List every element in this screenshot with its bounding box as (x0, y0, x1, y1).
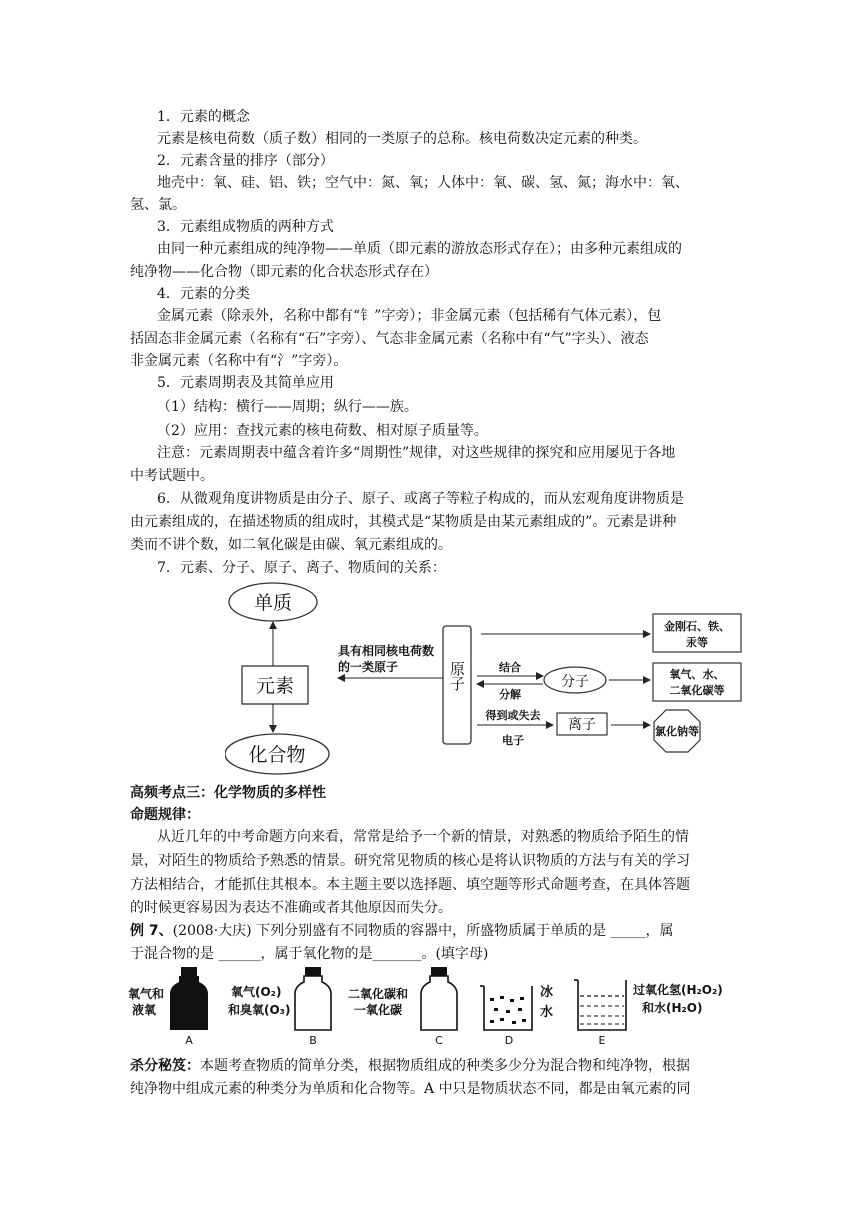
paragraph-line: 地壳中：氧、硅、铝、铁；空气中：氮、氧；人体中：氧、碳、氢、氮；海水中：氧、 (157, 175, 689, 191)
container-label: 二氧化碳和 (348, 987, 409, 1001)
container-label: 水 (540, 1005, 554, 1020)
answer-line: 纯净物中组成元素的种类分为单质和化合物等。A 中只是物质状态不同，都是由氧元素的同 (130, 1081, 691, 1097)
node-label: 离子 (568, 717, 596, 733)
section-title: 高频考点三：化学物质的多样性 (130, 785, 326, 801)
example-label: 汞等 (686, 636, 708, 649)
paragraph-line: 括固态非金属元素（名称有“石”字旁）、气态非金属元素（名称中有“气”字头）、液态 (130, 331, 649, 347)
arrow-label: 具有相同核电荷数 (338, 644, 435, 658)
paragraph-line: （1）结构：横行——周期；纵行——族。 (157, 399, 418, 415)
bottle-cap (305, 967, 321, 976)
section-heading: 7．元素、分子、原子、离子、物质间的关系： (157, 560, 446, 576)
paragraph-line: 注意：元素周期表中蕴含着许多“周期性”规律，对这些规律的探究和应用屡见于各地 (157, 445, 676, 461)
container-label: 一氧化碳 (354, 1003, 403, 1017)
paragraph-line: 6．从微观角度讲物质是由分子、原子、或离子等粒子构成的，而从宏观角度讲物质是 (157, 491, 684, 507)
arrow-label: 分解 (499, 688, 521, 701)
ice-pattern (490, 996, 526, 1024)
paragraph-line: 方法相结合，才能抓住其根本。本主题主要以选择题、填空题等形式命题考查，在具体答题 (130, 877, 690, 893)
paragraph-line: 氢、氯。 (130, 197, 186, 213)
paragraph-line: （2）应用：查找元素的核电荷数、相对原子质量等。 (157, 423, 488, 439)
container-label: 氧气和 (128, 987, 165, 1001)
beaker-d (484, 986, 532, 1030)
container-letter: B (309, 1034, 317, 1047)
node-label: 原子 (448, 661, 466, 691)
example-label: 氧气、水、 (669, 668, 725, 681)
section-heading: 4．元素的分类 (157, 286, 250, 302)
relationship-diagram (225, 580, 745, 780)
bottle-c (421, 976, 457, 1030)
paragraph-line: 由元素组成的，在描述物质的组成时，其模式是“某物质是由某元素组成的”。元素是讲种 (130, 514, 677, 530)
containers-figure (128, 966, 738, 1048)
container-label: 过氧化氢(H₂O₂) (633, 983, 723, 997)
container-label: 液氧 (132, 1003, 157, 1017)
paragraph-line: 景，对陌生的物质给予熟悉的情景。研究常见物质的核心是将认识物质的方法与有关的学习 (130, 853, 690, 869)
section-heading: 3．元素组成物质的两种方式 (157, 219, 334, 235)
node-label: 化合物 (248, 744, 306, 766)
bottle-cap (181, 967, 197, 976)
example-label: 例 7、 (130, 923, 173, 939)
paragraph-line: 中考试题中。 (130, 468, 214, 484)
example-label: 氯化钠等 (655, 725, 699, 738)
section-heading: 1．元素的概念 (157, 109, 250, 125)
bottle-a (170, 976, 208, 1030)
paragraph-line: 金属元素（除汞外，名称中都有“钅”字旁）；非金属元素（包括稀有气体元素），包 (157, 308, 662, 324)
container-label: 氧气(O₂) (231, 985, 282, 999)
paragraph-line: 由同一种元素组成的纯净物——单质（即元素的游放态形式存在）；由多种元素组成的 (157, 241, 682, 257)
example-line: 于混合物的是 ______，属于氧化物的是_______。(填字母) (130, 946, 489, 962)
example-label: 金刚石、铁、 (664, 620, 730, 633)
node-label: 元素 (255, 675, 295, 697)
arrow-label: 的一类原子 (338, 660, 399, 674)
section-heading: 5．元素周期表及其简单应用 (157, 375, 334, 391)
container-label: 和水(H₂O) (642, 1001, 703, 1015)
bottle-b (295, 976, 331, 1030)
paragraph-line: 的时候更容易因为表达不准确或者其他原因而失分。 (130, 900, 452, 916)
node-label: 单质 (253, 592, 293, 614)
arrow-label: 电子 (502, 734, 524, 747)
container-letter: E (598, 1034, 606, 1047)
beaker-e (578, 980, 626, 1030)
bottle-cap (431, 967, 447, 976)
container-letter: D (504, 1034, 514, 1047)
container-letter: A (185, 1034, 193, 1047)
example-text: (2008·大庆) 下列分别盛有不同物质的容器中，所盛物质属于单质的是 _____，属 (172, 923, 674, 939)
container-letter: C (435, 1034, 443, 1047)
section-heading: 2．元素含量的排序（部分） (157, 153, 334, 169)
paragraph-line: 从近几年的中考命题方向来看，常常是给予一个新的情景，对熟悉的物质给予陌生的情 (157, 829, 689, 845)
node-label: 分子 (561, 674, 589, 690)
example-label: 二氧化碳等 (669, 684, 725, 697)
container-label: 和臭氧(O₃) (228, 1003, 291, 1017)
container-label: 冰 (540, 985, 554, 1000)
example-line (130, 921, 674, 941)
paragraph-line: 类而不讲个数，如二氧化碳是由碳、氧元素组成的。 (130, 537, 452, 553)
answer-line (130, 1056, 690, 1076)
paragraph-line: 元素是核电荷数（质子数）相同的一类原子的总称。核电荷数决定元素的种类。 (157, 131, 647, 147)
arrow-label: 结合 (499, 661, 521, 674)
arrow-label: 得到或失去 (485, 709, 541, 722)
answer-text: 本题考查物质的简单分类，根据物质组成的种类多少分为混合物和纯净物，根据 (200, 1058, 690, 1074)
answer-label: 杀分秘笈： (130, 1058, 200, 1074)
paragraph-line: 纯净物——化合物（即元素的化合状态形式存在） (130, 264, 438, 280)
subsection-title: 命题规律： (130, 807, 200, 823)
paragraph-line: 非金属元素（名称中有“氵”字旁）。 (130, 353, 348, 369)
